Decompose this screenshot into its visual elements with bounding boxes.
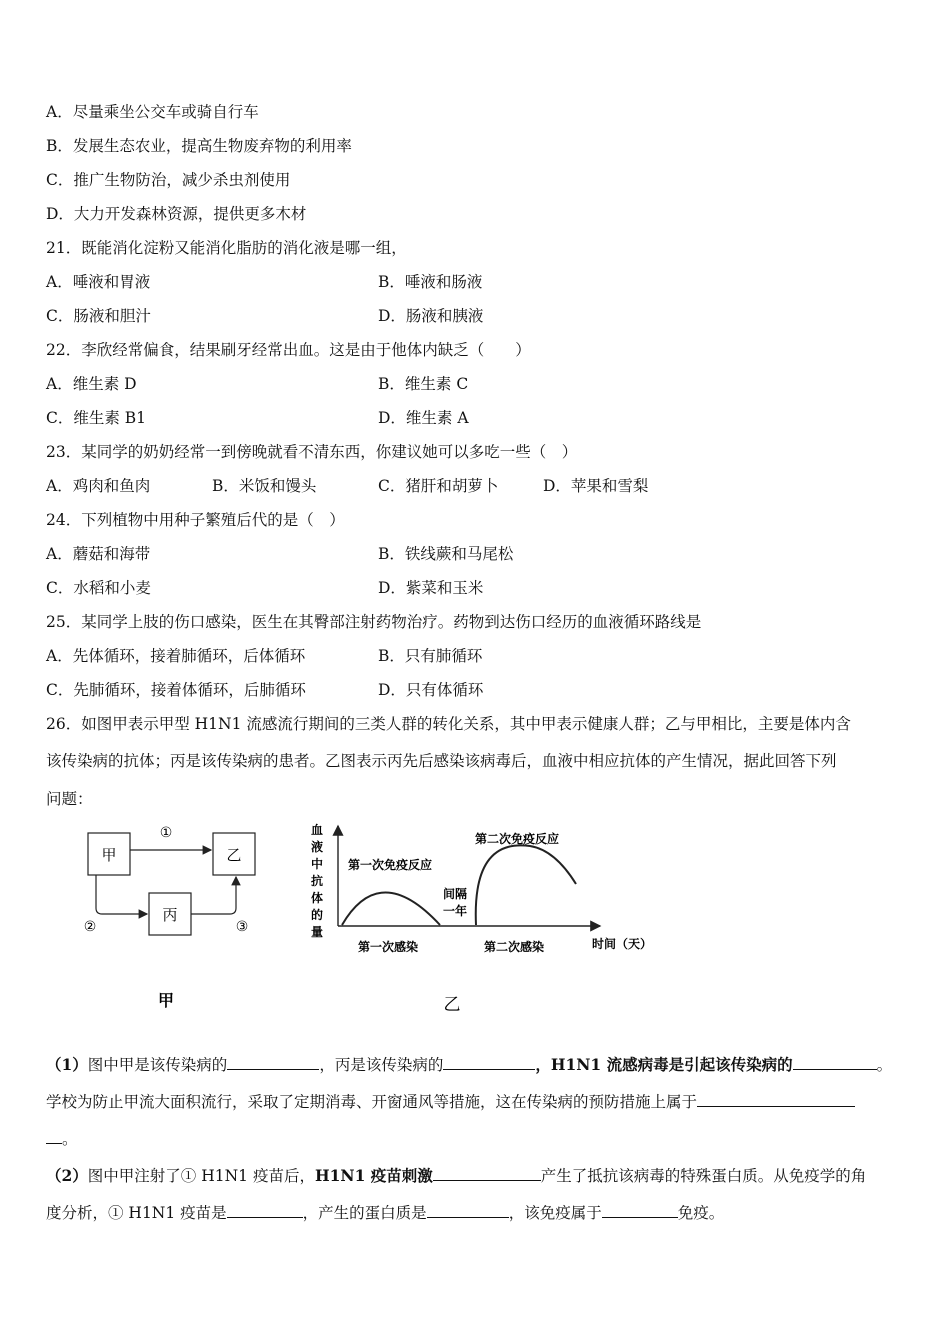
first-response-label: 第一次免疫反应 [348,858,433,872]
sub2-text-1: 图中甲注射了① H1N1 疫苗后， [87,1167,315,1185]
y-label-char: 抗 [310,874,324,888]
q20-option-b: B．发展生态农业，提高生物废弃物的利用率 [46,137,352,155]
q20-option-d: D．大力开发森林资源，提供更多木材 [46,205,307,223]
q25-option-b: B．只有肺循环 [378,647,483,665]
q24-stem: 24．下列植物中用种子繁殖后代的是（ ） [46,511,345,529]
sub2-text-2: H1N1 疫苗刺激 [314,1166,433,1185]
q25-option-d: D．只有体循环 [378,681,484,699]
y-label-char: 中 [310,857,324,871]
q21-option-a: A．唾液和胃液 [46,273,151,291]
q21-stem: 21．既能消化淀粉又能消化脂肪的消化液是哪一组， [46,239,407,257]
sub1-label: （1） [46,1055,88,1074]
q25-stem: 25．某同学上肢的伤口感染，医生在其臀部注射药物治疗。药物到达伤口经历的血液循环路线是 [46,613,702,631]
first-response-curve [342,893,440,926]
q26-stem-line2: 该传染病的抗体；丙是该传染病的患者。乙图表示丙先后感染该病毒后，血液中相应抗体的产生情况，据此回答下列 [46,752,837,770]
q24-option-c: C．水稻和小麦 [46,579,151,597]
answer-blank[interactable] [46,1127,62,1144]
sub1-text-3: ，H1N1 流感病毒是引起该传染病的 [535,1055,793,1074]
q23-stem: 23．某同学的奶奶经常一到傍晚就看不清东西，你建议她可以多吃一些（ ） [46,443,578,461]
q22-option-a: A．维生素 D [46,375,137,393]
q21-option-c: C．肠液和胆汁 [46,307,151,325]
q22-option-c: C．维生素 B1 [46,409,147,427]
y-axis-label [311,822,323,939]
sub1-text-2: ，丙是该传染病的 [319,1056,444,1074]
answer-blank[interactable] [602,1201,678,1218]
answer-blank[interactable] [227,1201,303,1218]
answer-blank[interactable] [697,1090,855,1107]
second-response-label: 第二次免疫反应 [475,832,560,846]
sub2-text-5: ，产生的蛋白质是 [302,1204,427,1222]
q24-option-a: A．蘑菇和海带 [46,545,151,563]
arrow-3-label: ③ [235,919,249,935]
interval-label-2: 一年 [442,904,468,918]
interval-label-1: 间隔 [442,887,468,901]
answer-blank[interactable] [433,1164,541,1181]
q26-sub1 [46,1046,908,1158]
y-label-char: 液 [310,840,324,854]
sub1-text-4: 。 [876,1056,893,1074]
diagram-yi-caption: 乙 [443,995,461,1015]
q24-option-b: B．铁线蕨和马尾松 [378,545,514,563]
answer-blank[interactable] [443,1053,535,1070]
second-response-curve [476,845,576,925]
answer-blank[interactable] [793,1053,877,1070]
box-bing-label: 丙 [162,906,178,924]
sub2-text-4: 度分析，① H1N1 疫苗是 [46,1204,227,1222]
answer-blank[interactable] [427,1201,509,1218]
arrow-2-label: ② [83,919,97,935]
diagram-yi [300,818,670,1023]
sub1-text-1: 图中甲是该传染病的 [87,1056,228,1074]
y-label-char: 量 [310,925,324,939]
sub2-text-7: 免疫。 [677,1204,725,1222]
diagram-jia-caption: 甲 [157,991,175,1010]
first-infection-label: 第一次感染 [358,940,419,954]
y-label-char: 的 [310,908,324,922]
x-axis-label: 时间（天） [592,937,653,951]
arrow-2 [96,875,147,914]
q25-option-a: A．先体循环，接着肺循环，后体循环 [46,647,306,665]
q26-stem-line3: 问题： [46,790,93,808]
q23-option-b: B．米饭和馒头 [212,477,317,495]
box-yi-label: 乙 [226,846,242,864]
sub1-text-5: 学校为防止甲流大面积流行，采取了定期消毒、开窗通风等措施，这在传染病的预防措施上属于 [46,1093,698,1111]
y-label-char: 体 [310,891,324,905]
arrow-1-label: ① [159,825,173,841]
q22-stem: 22．李欣经常偏食，结果刷牙经常出血。这是由于他体内缺乏（ ） [46,341,531,359]
q25-option-c: C．先肺循环，接着体循环，后肺循环 [46,681,306,699]
diagram-jia [70,818,280,1018]
q23-option-c: C．猪肝和胡萝卜 [378,477,499,495]
q26-stem-line1: 26．如图甲表示甲型 H1N1 流感流行期间的三类人群的转化关系，其中甲表示健康人群；乙与甲相比，主要是体内含 [46,715,851,733]
q22-option-d: D．维生素 A [378,409,469,427]
q21-option-b: B．唾液和肠液 [378,273,483,291]
box-jia-label: 甲 [101,846,117,864]
answer-blank[interactable] [227,1053,319,1070]
q23-option-d: D．苹果和雪梨 [543,477,649,495]
sub1-text-6: 。 [62,1130,78,1148]
q21-option-d: D．肠液和胰液 [378,307,484,325]
sub2-text-3: 产生了抵抗该病毒的特殊蛋白质。从免疫学的角 [540,1167,867,1185]
y-label-char: 血 [310,823,324,837]
q22-option-b: B．维生素 C [378,375,469,393]
q24-option-d: D．紫菜和玉米 [378,579,484,597]
sub2-text-6: ，该免疫属于 [508,1204,602,1222]
q20-option-c: C．推广生物防治，减少杀虫剂使用 [46,171,291,189]
sub2-label: （2） [46,1166,88,1185]
q20-option-a: A．尽量乘坐公交车或骑自行车 [46,103,259,121]
q26-sub2 [46,1157,908,1232]
second-infection-label: 第二次感染 [484,940,545,954]
arrow-3 [191,877,236,914]
q23-option-a: A．鸡肉和鱼肉 [46,477,151,495]
